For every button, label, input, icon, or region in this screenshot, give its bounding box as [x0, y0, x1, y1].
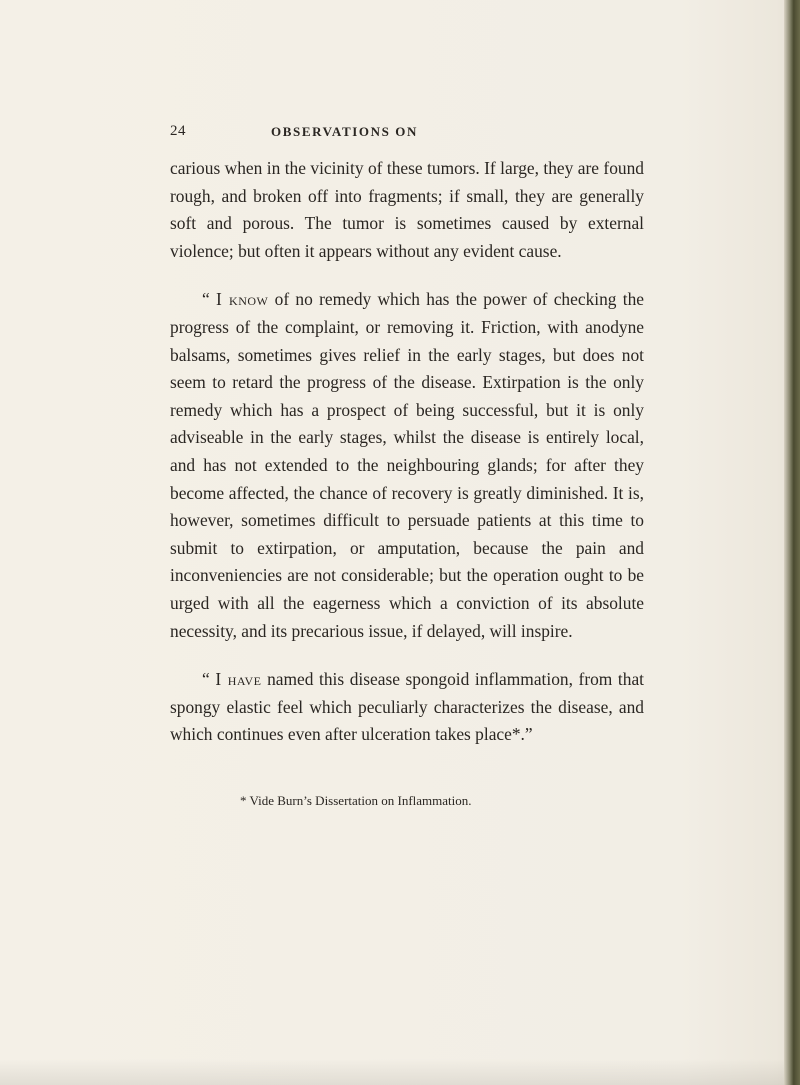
paragraph-2-lead: I know [216, 289, 269, 310]
page-edge [784, 0, 800, 1085]
paragraph-3-lead: I have [215, 669, 262, 690]
page-bottom-shadow [0, 1059, 800, 1085]
body-text [170, 155, 644, 749]
paragraph-3-text: named this disease spongoid inflammation, from that spongy elastic feel which peculiarly characterizes the disease, and which continues even after ulceration takes place*.” [170, 669, 644, 745]
paragraph-1: carious when in the vicinity of these tumors. If large, they are found rough, and broken off into fragments; if small, they are generally soft and porous. The tumor is sometimes caused by external violence; but often it appears without any evident cause. [170, 158, 644, 261]
paragraph-2-quote: “ [202, 289, 216, 310]
running-head [170, 123, 730, 145]
paragraph-2 [170, 286, 644, 645]
footnote: * Vide Burn’s Dissertation on Inflammation. [240, 793, 472, 808]
running-head-title: OBSERVATIONS ON [271, 124, 418, 139]
paragraph-2-text: of no remedy which has the power of checking the progress of the complaint, or removing it. Friction, with anodyne balsams, sometimes gives relief in the early stages, but does not seem to retard the progress of the disease. Extirpation is the only remedy which has a prospect of being successful, but it is only adviseable in the early stages, whilst the disease is entirely local, and has not extended to the neighbouring glands; for after they become affected, the chance of recovery is greatly diminished. It is, however, sometimes difficult to persuade patients at this time to submit to extirpation, or amputation, because the pain and inconveniencies are not considerable; but the operation ought to be urged with all the eagerness which a conviction of its absolute necessity, and its precarious issue, if delayed, will inspire. [170, 289, 644, 641]
paragraph-3-quote: “ [202, 669, 216, 690]
paragraph-3 [170, 666, 644, 749]
page-number: 24 [170, 123, 186, 139]
